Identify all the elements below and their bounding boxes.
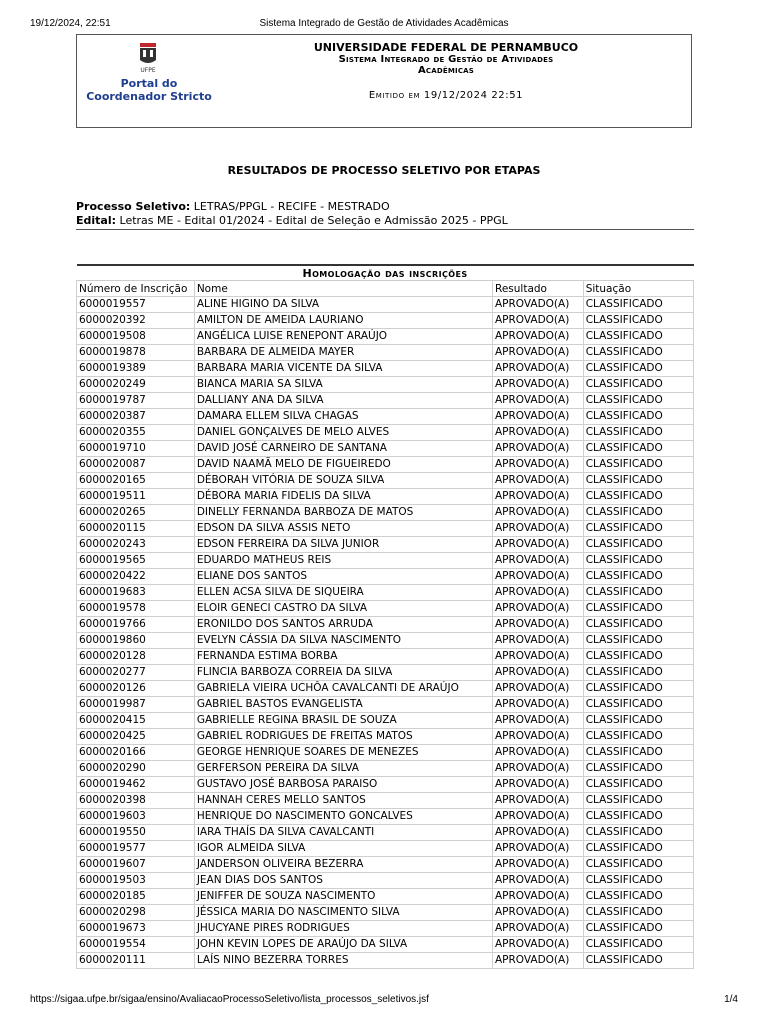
registration-number: 6000019503 — [77, 873, 195, 889]
result: APROVADO(A) — [493, 729, 584, 745]
candidate-name: GABRIELA VIEIRA UCHÔA CAVALCANTI DE ARAÚJO — [194, 681, 492, 697]
situation: CLASSIFICADO — [583, 809, 693, 825]
candidate-name: GERFERSON PEREIRA DA SILVA — [194, 761, 492, 777]
registration-number: 6000020128 — [77, 649, 195, 665]
table-row — [77, 841, 694, 857]
header-center — [207, 41, 685, 101]
registration-number: 6000020298 — [77, 905, 195, 921]
table-row — [77, 425, 694, 441]
registration-number: 6000019508 — [77, 329, 195, 345]
table-row — [77, 873, 694, 889]
situation: CLASSIFICADO — [583, 473, 693, 489]
candidate-name: HENRIQUE DO NASCIMENTO GONCALVES — [194, 809, 492, 825]
registration-number: 6000019878 — [77, 345, 195, 361]
situation: CLASSIFICADO — [583, 393, 693, 409]
registration-number: 6000020165 — [77, 473, 195, 489]
table-row — [77, 505, 694, 521]
situation: CLASSIFICADO — [583, 825, 693, 841]
registration-number: 6000020115 — [77, 521, 195, 537]
registration-number: 6000019787 — [77, 393, 195, 409]
table-row — [77, 473, 694, 489]
portal-label — [77, 77, 221, 103]
candidate-name: HANNAH CERES MELLO SANTOS — [194, 793, 492, 809]
result: APROVADO(A) — [493, 521, 584, 537]
registration-number: 6000019603 — [77, 809, 195, 825]
table-row — [77, 345, 694, 361]
registration-number: 6000020398 — [77, 793, 195, 809]
result: APROVADO(A) — [493, 505, 584, 521]
registration-number: 6000020277 — [77, 665, 195, 681]
candidate-name: JEAN DIAS DOS SANTOS — [194, 873, 492, 889]
table-row — [77, 697, 694, 713]
result: APROVADO(A) — [493, 905, 584, 921]
situation: CLASSIFICADO — [583, 489, 693, 505]
ufpe-logo-icon — [137, 41, 159, 75]
result: APROVADO(A) — [493, 697, 584, 713]
table-row — [77, 889, 694, 905]
system-name-line-2: Acadêmicas — [417, 65, 475, 76]
process-label: Processo Seletivo: — [76, 200, 191, 213]
table-row — [77, 313, 694, 329]
result: APROVADO(A) — [493, 793, 584, 809]
candidate-name: IARA THAÍS DA SILVA CAVALCANTI — [194, 825, 492, 841]
print-footer — [30, 994, 738, 1008]
candidate-name: GABRIEL RODRIGUES DE FREITAS MATOS — [194, 729, 492, 745]
situation: CLASSIFICADO — [583, 777, 693, 793]
page-url: https://sigaa.ufpe.br/sigaa/ensino/AvaliacaoProcessoSeletivo/lista_processos_seletivos.jsf — [30, 994, 429, 1005]
candidate-name: AMILTON DE AMEIDA LAURIANO — [194, 313, 492, 329]
result: APROVADO(A) — [493, 377, 584, 393]
table-row — [77, 393, 694, 409]
candidate-name: EDSON DA SILVA ASSIS NETO — [194, 521, 492, 537]
situation: CLASSIFICADO — [583, 921, 693, 937]
table-row — [77, 729, 694, 745]
result: APROVADO(A) — [493, 681, 584, 697]
registration-number: 6000020243 — [77, 537, 195, 553]
situation: CLASSIFICADO — [583, 713, 693, 729]
candidate-name: FERNANDA ESTIMA BORBA — [194, 649, 492, 665]
table-row — [77, 633, 694, 649]
candidate-name: ALINE HIGINO DA SILVA — [194, 297, 492, 313]
table-row — [77, 713, 694, 729]
result: APROVADO(A) — [493, 761, 584, 777]
result: APROVADO(A) — [493, 825, 584, 841]
registration-number: 6000019710 — [77, 441, 195, 457]
candidate-name: BIANCA MARIA SA SILVA — [194, 377, 492, 393]
registration-number: 6000020387 — [77, 409, 195, 425]
table-row — [77, 457, 694, 473]
registration-number: 6000020166 — [77, 745, 195, 761]
table-row — [77, 905, 694, 921]
edital-line — [76, 214, 694, 228]
result: APROVADO(A) — [493, 553, 584, 569]
situation: CLASSIFICADO — [583, 841, 693, 857]
candidate-name: FLINCIA BARBOZA CORREIA DA SILVA — [194, 665, 492, 681]
result: APROVADO(A) — [493, 585, 584, 601]
situation: CLASSIFICADO — [583, 761, 693, 777]
table-row — [77, 601, 694, 617]
candidate-name: BARBARA DE ALMEIDA MAYER — [194, 345, 492, 361]
table-row — [77, 361, 694, 377]
results-table — [76, 264, 694, 969]
result: APROVADO(A) — [493, 393, 584, 409]
result: APROVADO(A) — [493, 345, 584, 361]
registration-number: 6000019565 — [77, 553, 195, 569]
situation: CLASSIFICADO — [583, 697, 693, 713]
situation: CLASSIFICADO — [583, 505, 693, 521]
situation: CLASSIFICADO — [583, 537, 693, 553]
situation: CLASSIFICADO — [583, 585, 693, 601]
results-body — [77, 297, 694, 969]
candidate-name: EDSON FERREIRA DA SILVA JUNIOR — [194, 537, 492, 553]
registration-number: 6000019578 — [77, 601, 195, 617]
situation: CLASSIFICADO — [583, 313, 693, 329]
situation: CLASSIFICADO — [583, 569, 693, 585]
result: APROVADO(A) — [493, 745, 584, 761]
registration-number: 6000019557 — [77, 297, 195, 313]
table-row — [77, 553, 694, 569]
result: APROVADO(A) — [493, 329, 584, 345]
registration-number: 6000019462 — [77, 777, 195, 793]
table-row — [77, 409, 694, 425]
situation: CLASSIFICADO — [583, 857, 693, 873]
result: APROVADO(A) — [493, 777, 584, 793]
result: APROVADO(A) — [493, 617, 584, 633]
registration-number: 6000020425 — [77, 729, 195, 745]
table-row — [77, 665, 694, 681]
registration-number: 6000019987 — [77, 697, 195, 713]
result: APROVADO(A) — [493, 889, 584, 905]
candidate-name: ERONILDO DOS SANTOS ARRUDA — [194, 617, 492, 633]
registration-number: 6000020111 — [77, 953, 195, 969]
registration-number: 6000019389 — [77, 361, 195, 377]
result: APROVADO(A) — [493, 425, 584, 441]
table-row — [77, 537, 694, 553]
result: APROVADO(A) — [493, 441, 584, 457]
page-title: RESULTADOS DE PROCESSO SELETIVO POR ETAPAS — [227, 164, 541, 177]
situation: CLASSIFICADO — [583, 345, 693, 361]
registration-number: 6000019860 — [77, 633, 195, 649]
candidate-name: DINELLY FERNANDA BARBOZA DE MATOS — [194, 505, 492, 521]
registration-number: 6000019607 — [77, 857, 195, 873]
column-header-registration: Número de Inscrição — [77, 281, 195, 297]
print-header — [30, 18, 738, 32]
document-header — [76, 34, 692, 128]
result: APROVADO(A) — [493, 409, 584, 425]
table-row — [77, 937, 694, 953]
situation: CLASSIFICADO — [583, 601, 693, 617]
situation: CLASSIFICADO — [583, 953, 693, 969]
registration-number: 6000019550 — [77, 825, 195, 841]
column-header-row — [77, 281, 694, 297]
registration-number: 6000019683 — [77, 585, 195, 601]
situation: CLASSIFICADO — [583, 905, 693, 921]
result: APROVADO(A) — [493, 297, 584, 313]
table-row — [77, 569, 694, 585]
situation: CLASSIFICADO — [583, 665, 693, 681]
situation: CLASSIFICADO — [583, 553, 693, 569]
situation: CLASSIFICADO — [583, 633, 693, 649]
result: APROVADO(A) — [493, 601, 584, 617]
result: APROVADO(A) — [493, 537, 584, 553]
situation: CLASSIFICADO — [583, 425, 693, 441]
edital-label: Edital: — [76, 214, 117, 227]
table-row — [77, 825, 694, 841]
registration-number: 6000019766 — [77, 617, 195, 633]
registration-number: 6000019577 — [77, 841, 195, 857]
table-row — [77, 761, 694, 777]
result: APROVADO(A) — [493, 313, 584, 329]
candidate-name: BARBARA MARIA VICENTE DA SILVA — [194, 361, 492, 377]
column-header-situation: Situação — [583, 281, 693, 297]
process-line — [76, 200, 694, 214]
situation: CLASSIFICADO — [583, 681, 693, 697]
registration-number: 6000020126 — [77, 681, 195, 697]
registration-number: 6000020355 — [77, 425, 195, 441]
registration-number: 6000019554 — [77, 937, 195, 953]
table-row — [77, 681, 694, 697]
candidate-name: DAVID NAAMÃ MELO DE FIGUEIREDO — [194, 457, 492, 473]
situation: CLASSIFICADO — [583, 649, 693, 665]
candidate-name: ELIANE DOS SANTOS — [194, 569, 492, 585]
candidate-name: GABRIELLE REGINA BRASIL DE SOUZA — [194, 713, 492, 729]
situation: CLASSIFICADO — [583, 297, 693, 313]
table-row — [77, 297, 694, 313]
result: APROVADO(A) — [493, 713, 584, 729]
emitted-date: Emitido em 19/12/2024 22:51 — [368, 90, 524, 101]
candidate-name: JÉSSICA MARIA DO NASCIMENTO SILVA — [194, 905, 492, 921]
candidate-name: ELLEN ACSA SILVA DE SIQUEIRA — [194, 585, 492, 601]
table-row — [77, 521, 694, 537]
print-datetime: 19/12/2024, 22:51 — [30, 18, 111, 29]
table-row — [77, 953, 694, 969]
result: APROVADO(A) — [493, 649, 584, 665]
candidate-name: IGOR ALMEIDA SILVA — [194, 841, 492, 857]
candidate-name: DAMARA ELLEM SILVA CHAGAS — [194, 409, 492, 425]
table-row — [77, 441, 694, 457]
registration-number: 6000020422 — [77, 569, 195, 585]
table-row — [77, 617, 694, 633]
portal-line-2: Coordenador Stricto — [86, 90, 212, 103]
registration-number: 6000020249 — [77, 377, 195, 393]
result: APROVADO(A) — [493, 569, 584, 585]
result: APROVADO(A) — [493, 457, 584, 473]
result: APROVADO(A) — [493, 665, 584, 681]
situation: CLASSIFICADO — [583, 377, 693, 393]
result: APROVADO(A) — [493, 361, 584, 377]
table-title-row — [77, 265, 694, 281]
column-header-result: Resultado — [493, 281, 584, 297]
edital-value: Letras ME - Edital 01/2024 - Edital de Seleção e Admissão 2025 - PPGL — [119, 214, 508, 227]
situation: CLASSIFICADO — [583, 889, 693, 905]
registration-number: 6000020392 — [77, 313, 195, 329]
table-row — [77, 809, 694, 825]
logo-text: UFPE — [140, 67, 156, 74]
result: APROVADO(A) — [493, 489, 584, 505]
page-number: 1/4 — [724, 994, 738, 1005]
candidate-name: EVELYN CÁSSIA DA SILVA NASCIMENTO — [194, 633, 492, 649]
situation: CLASSIFICADO — [583, 457, 693, 473]
table-row — [77, 857, 694, 873]
system-name-line-1: Sistema Integrado de Gestão de Atividades — [338, 54, 554, 65]
table-row — [77, 329, 694, 345]
candidate-name: JOHN KEVIN LOPES DE ARAÚJO DA SILVA — [194, 937, 492, 953]
result: APROVADO(A) — [493, 841, 584, 857]
candidate-name: GEORGE HENRIQUE SOARES DE MENEZES — [194, 745, 492, 761]
print-title: Sistema Integrado de Gestão de Atividades Acadêmicas — [259, 18, 509, 29]
registration-number: 6000020185 — [77, 889, 195, 905]
registration-number: 6000019673 — [77, 921, 195, 937]
registration-number: 6000020265 — [77, 505, 195, 521]
result: APROVADO(A) — [493, 921, 584, 937]
table-row — [77, 793, 694, 809]
result: APROVADO(A) — [493, 873, 584, 889]
result: APROVADO(A) — [493, 937, 584, 953]
situation: CLASSIFICADO — [583, 937, 693, 953]
situation: CLASSIFICADO — [583, 521, 693, 537]
candidate-name: ELOIR GENECI CASTRO DA SILVA — [194, 601, 492, 617]
situation: CLASSIFICADO — [583, 441, 693, 457]
registration-number: 6000020415 — [77, 713, 195, 729]
situation: CLASSIFICADO — [583, 361, 693, 377]
table-row — [77, 921, 694, 937]
candidate-name: DALLIANY ANA DA SILVA — [194, 393, 492, 409]
candidate-name: JENIFFER DE SOUZA NASCIMENTO — [194, 889, 492, 905]
candidate-name: DAVID JOSÉ CARNEIRO DE SANTANA — [194, 441, 492, 457]
process-value: LETRAS/PPGL - RECIFE - MESTRADO — [193, 200, 390, 213]
table-row — [77, 777, 694, 793]
result: APROVADO(A) — [493, 809, 584, 825]
candidate-name: DÉBORAH VITÓRIA DE SOUZA SILVA — [194, 473, 492, 489]
registration-number: 6000019511 — [77, 489, 195, 505]
situation: CLASSIFICADO — [583, 873, 693, 889]
candidate-name: JHUCYANE PIRES RODRIGUES — [194, 921, 492, 937]
candidate-name: DANIEL GONÇALVES DE MELO ALVES — [194, 425, 492, 441]
university-name: UNIVERSIDADE FEDERAL DE PERNAMBUCO — [313, 41, 579, 54]
situation: CLASSIFICADO — [583, 409, 693, 425]
column-header-name: Nome — [194, 281, 492, 297]
result: APROVADO(A) — [493, 473, 584, 489]
registration-number: 6000020087 — [77, 457, 195, 473]
candidate-name: ANGÉLICA LUISE RENEPONT ARAÚJO — [194, 329, 492, 345]
table-title: Homologação das inscrições — [77, 265, 694, 281]
candidate-name: JANDERSON OLIVEIRA BEZERRA — [194, 857, 492, 873]
candidate-name: GABRIEL BASTOS EVANGELISTA — [194, 697, 492, 713]
table-row — [77, 489, 694, 505]
situation: CLASSIFICADO — [583, 729, 693, 745]
situation: CLASSIFICADO — [583, 745, 693, 761]
situation: CLASSIFICADO — [583, 617, 693, 633]
result: APROVADO(A) — [493, 953, 584, 969]
candidate-name: DÉBORA MARIA FIDELIS DA SILVA — [194, 489, 492, 505]
candidate-name: EDUARDO MATHEUS REIS — [194, 553, 492, 569]
registration-number: 6000020290 — [77, 761, 195, 777]
result: APROVADO(A) — [493, 857, 584, 873]
situation: CLASSIFICADO — [583, 329, 693, 345]
process-info — [76, 200, 694, 230]
result: APROVADO(A) — [493, 633, 584, 649]
table-row — [77, 745, 694, 761]
portal-line-1: Portal do — [120, 77, 178, 90]
table-row — [77, 649, 694, 665]
situation: CLASSIFICADO — [583, 793, 693, 809]
candidate-name: LAÍS NINO BEZERRA TORRES — [194, 953, 492, 969]
table-row — [77, 377, 694, 393]
candidate-name: GUSTAVO JOSÉ BARBOSA PARAISO — [194, 777, 492, 793]
table-row — [77, 585, 694, 601]
